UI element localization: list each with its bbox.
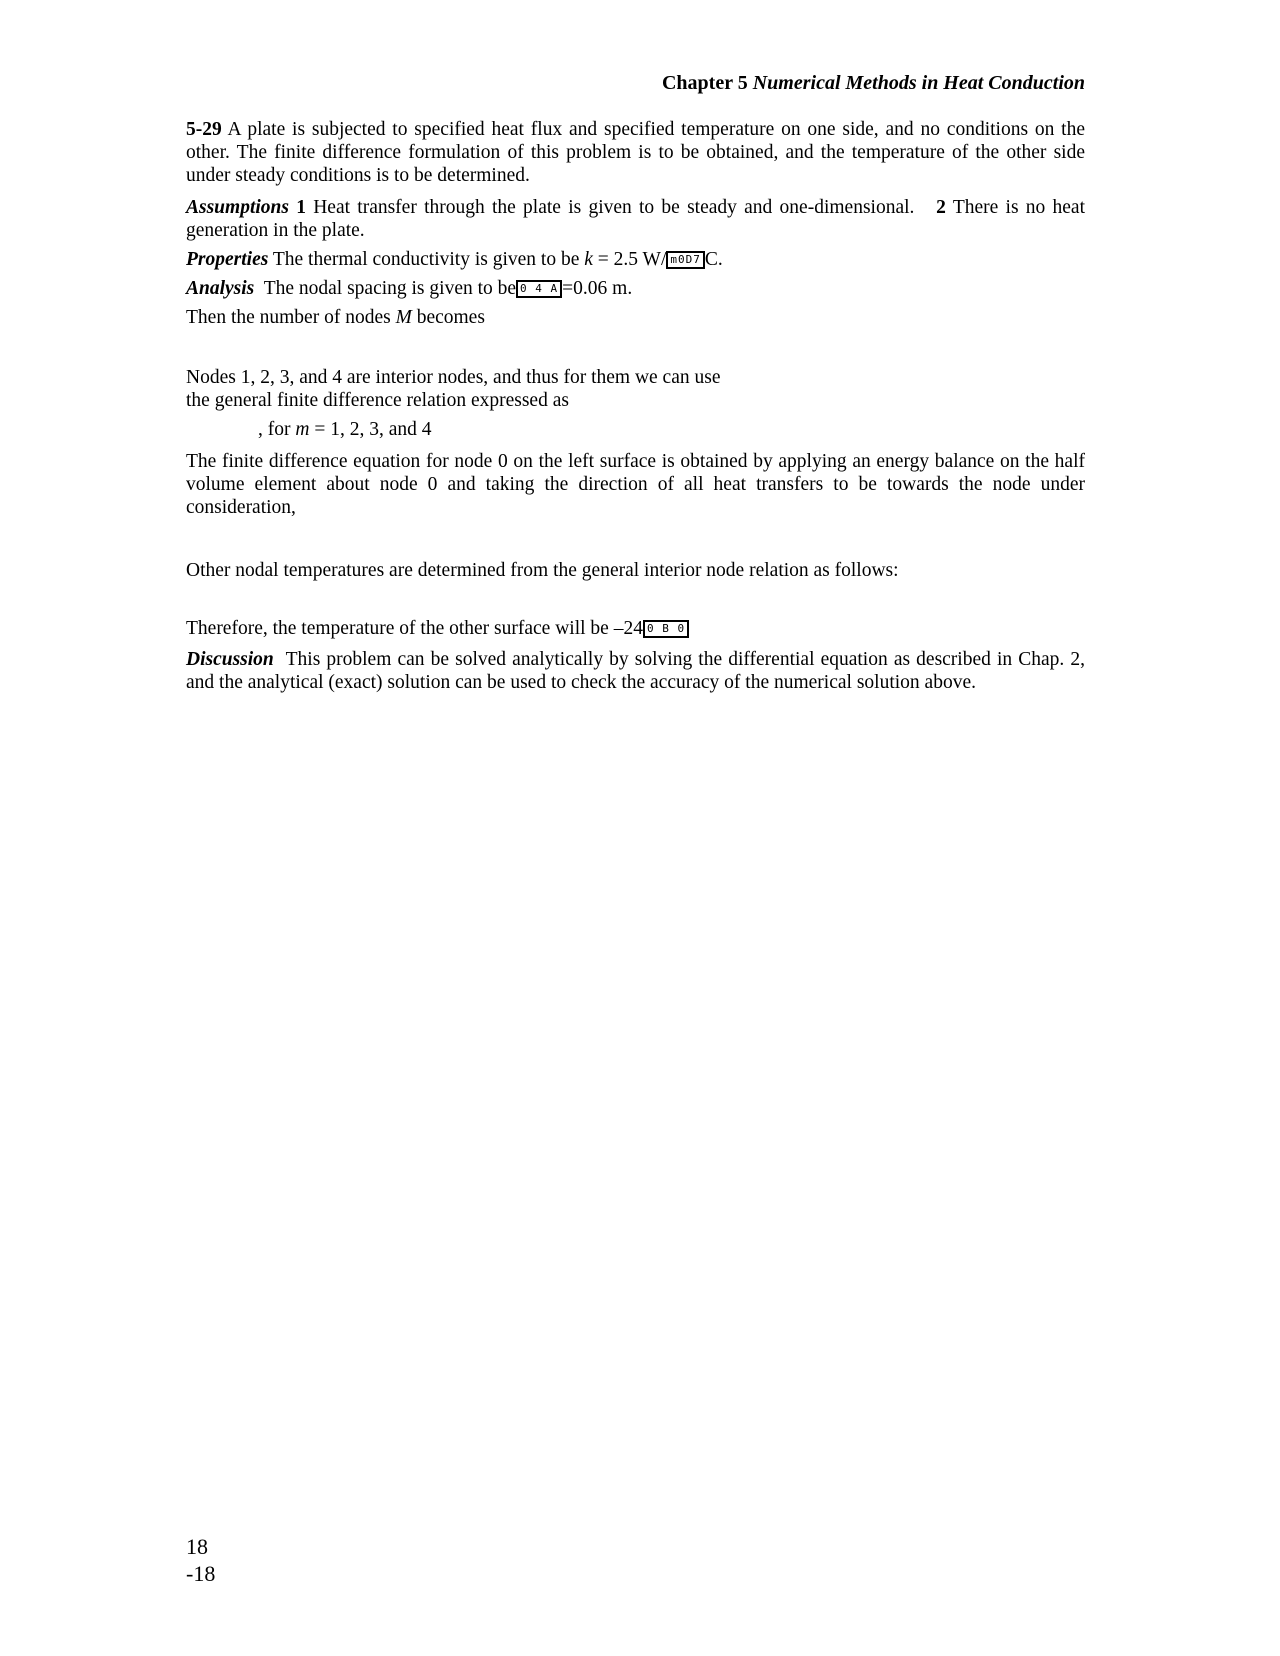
k-value: = 2.5 W/ [597,249,667,270]
assumption-number-2: 2 [936,197,946,218]
page-number-bottom: -18 [186,1561,216,1586]
result-text: Therefore, the temperature of the other surface will be –24 [186,618,643,639]
m-symbol: M [395,307,412,328]
relation-prefix: , for [258,419,291,440]
page-number-top: 18 [186,1534,208,1559]
assumption-number-1: 1 [296,197,306,218]
k-symbol: k [584,249,593,270]
assumptions-label: Assumptions [186,197,289,218]
running-header [186,72,1085,95]
other-nodes-paragraph: Other nodal temperatures are determined from the general interior node relation as follows: [186,560,899,581]
missing-glyph-box: m0D7 [666,251,705,269]
chapter-label: Chapter 5 [661,72,748,94]
properties-paragraph [186,248,1085,271]
discussion-text: This problem can be solved analytically by solving the differential equation as described in Chap. 2, and the analytical (exact) solution can be used to check the accuracy of the numerical solution above. [186,649,1085,693]
assumption-text-1: Heat transfer through the plate is given to be steady and one-dimensional. [313,197,915,218]
problem-text: A plate is subjected to specified heat flux and specified temperature on one side, and no conditions on the other. The finite difference formulation of this problem is to be obtained, and the temperature of the other side under steady conditions is to be determined. [186,119,1085,186]
nodes-count-text: Then the number of nodes [186,307,391,328]
analysis-label: Analysis [186,278,255,299]
nodes-count-tail: becomes [416,307,485,328]
properties-label: Properties [186,249,269,270]
properties-text: The thermal conductivity is given to be [272,249,580,270]
k-unit-tail: C. [704,249,723,270]
interior-nodes-paragraph [186,366,1085,412]
discussion-label: Discussion [186,649,274,670]
missing-glyph-box: 0 4 A [516,280,562,298]
problem-number: 5-29 [186,119,222,140]
assumption-text-2: There is no heat generation in the plate. [186,197,1086,241]
interior-line-2: the general finite difference relation expressed as [186,390,569,411]
analysis-text: The nodal spacing is given to be [263,278,517,299]
missing-glyph-box: 0 B 0 [643,620,689,638]
interior-relation-line [258,418,858,441]
relation-range: = 1, 2, 3, and 4 [314,419,432,440]
problem-statement [186,118,1085,187]
nodes-count-line [186,306,1085,329]
analysis-paragraph [186,277,1085,300]
interior-line-1: Nodes 1, 2, 3, and 4 are interior nodes, and thus for them we can use [186,367,721,388]
assumptions-paragraph [186,196,1085,242]
chapter-subject: Numerical Methods in Heat Conduction [752,72,1085,94]
node0-paragraph: The finite difference equation for node 0 on the left surface is obtained by applying an energy balance on the half volume element about node 0 and taking the direction of all heat transfers to be towards the node under consideration, [186,451,1085,518]
discussion-paragraph [186,648,1085,694]
nodal-spacing-value: =0.06 m. [562,278,633,299]
relation-m-symbol: m [295,419,310,440]
result-paragraph [186,617,1085,640]
